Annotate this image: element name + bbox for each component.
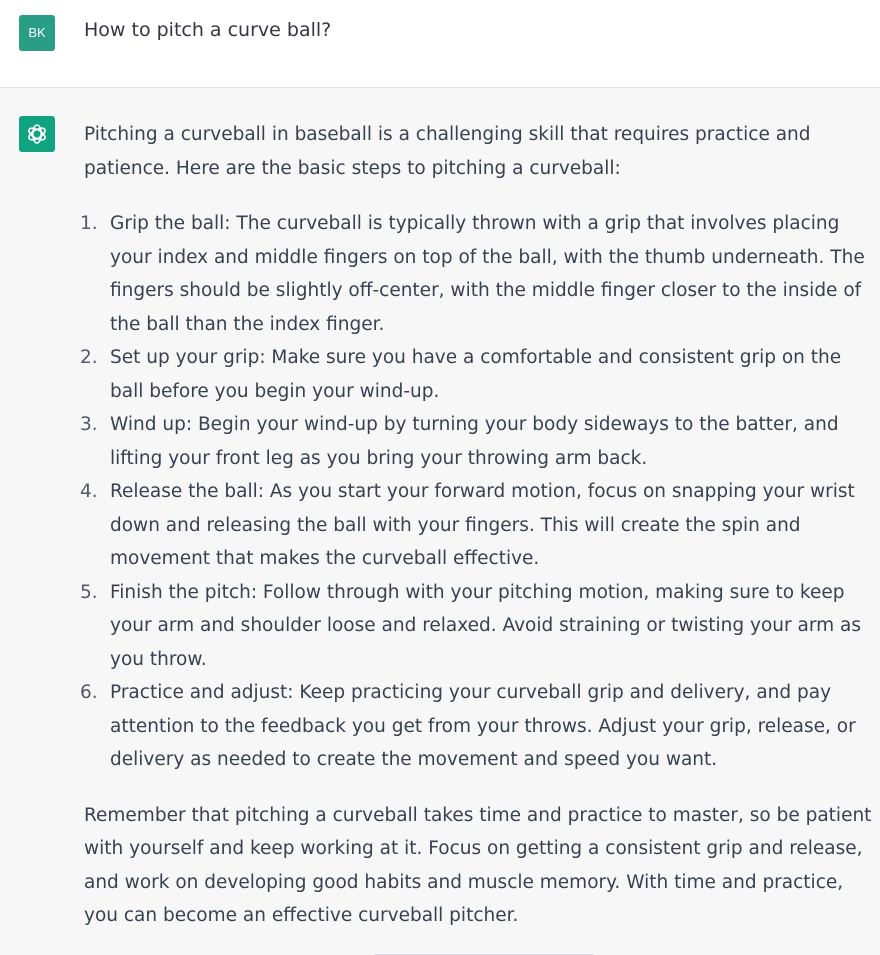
user-message-row [0, 0, 880, 88]
step-number: 1. [80, 213, 98, 234]
user-question: How to pitch a curve ball? [84, 19, 332, 41]
list-item [80, 576, 874, 677]
answer-intro: Pitching a curveball in baseball is a challenging skill that requires practice and patience. Here are the basic steps to pitching a curveball: [84, 124, 811, 179]
step-number: 2. [80, 347, 98, 368]
step-number: 5. [80, 581, 98, 603]
step-text: Release the ball: As you start your forward motion, focus on snapping your wrist down and releasing the ball with your fingers. This will create the spin and movement that makes the curveball effective. [110, 481, 855, 569]
step-text: Wind up: Begin your wind-up by turning your body sideways to the batter, and lifting your front leg as you bring your throwing arm back. [110, 414, 839, 469]
steps-list [80, 207, 874, 777]
assistant-answer [80, 118, 874, 933]
step-text: Finish the pitch: Follow through with your pitching motion, making sure to keep your arm and shoulder loose and relaxed. Avoid straining or twisting your arm as you throw. [110, 581, 862, 670]
list-item [80, 475, 874, 576]
assistant-message-row [0, 88, 880, 955]
openai-logo-icon [24, 121, 50, 147]
list-item [80, 207, 874, 341]
list-item [80, 341, 874, 408]
step-text: Practice and adjust: Keep practicing your curveball grip and delivery, and pay attention to the feedback you get from your throws. Adjust your grip, release, or delivery as needed to create the movement and speed you want. [110, 682, 856, 770]
list-item [80, 676, 874, 777]
step-text: Set up your grip: Make sure you have a comfortable and consistent grip on the ball before you begin your wind-up. [110, 347, 842, 402]
list-item [80, 408, 874, 475]
step-number: 6. [80, 682, 98, 703]
step-number: 4. [80, 481, 98, 502]
user-avatar: BK [19, 15, 55, 51]
step-number: 3. [80, 414, 98, 435]
answer-conclusion: Remember that pitching a curveball takes time and practice to master, so be patient with yourself and keep working at it. Focus on getting a consistent grip and release, and work on developing good habits and muscle memory. With time and practice, you can become an effective curveball pitcher. [84, 804, 872, 926]
assistant-avatar [19, 116, 55, 152]
step-text: Grip the ball: The curveball is typically thrown with a grip that involves placing your index and middle fingers on top of the ball, with the thumb underneath. The fingers should be slightly off-center, with the middle finger closer to the inside of the ball than the index finger. [110, 213, 865, 335]
